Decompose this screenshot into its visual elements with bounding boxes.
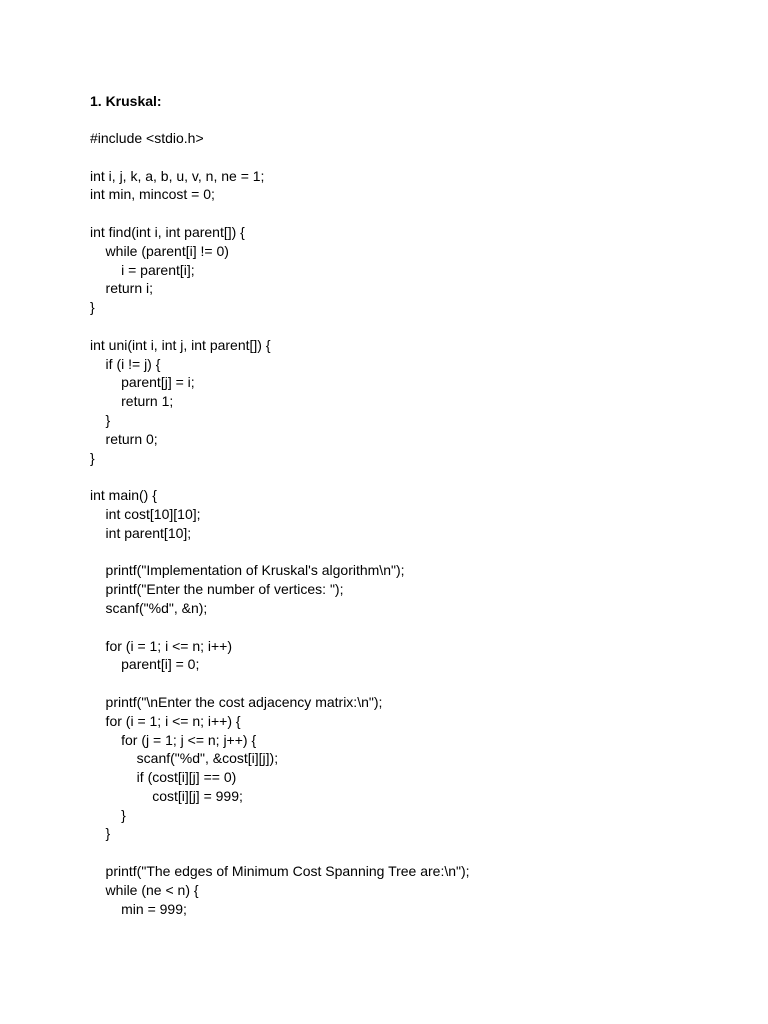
code-line xyxy=(90,618,730,637)
code-line: int cost[10][10]; xyxy=(90,505,201,522)
code-line xyxy=(90,204,730,223)
code-line: return i; xyxy=(90,280,154,297)
code-line: printf("\nEnter the cost adjacency matrix:\n"); xyxy=(90,693,383,710)
code-line: return 0; xyxy=(90,430,158,447)
code-line: while (ne < n) { xyxy=(90,881,199,898)
section-title: 1. Kruskal: xyxy=(90,93,162,109)
code-line: while (parent[i] != 0) xyxy=(90,242,229,259)
code-line: int min, mincost = 0; xyxy=(90,186,215,203)
code-line: scanf("%d", &cost[i][j]); xyxy=(90,750,279,767)
code-line: } xyxy=(90,806,126,823)
code-line: printf("Implementation of Kruskal's algorithm\n"); xyxy=(90,562,405,579)
code-line xyxy=(90,317,730,336)
code-line: } xyxy=(90,825,111,842)
code-line: return 1; xyxy=(90,393,174,410)
code-line: int main() { xyxy=(90,487,157,504)
code-line: i = parent[i]; xyxy=(90,261,195,278)
code-line xyxy=(90,148,730,167)
code-line xyxy=(90,543,730,562)
code-line: min = 999; xyxy=(90,900,187,917)
code-line: if (i != j) { xyxy=(90,355,161,372)
code-line xyxy=(90,674,730,693)
code-line: for (i = 1; i <= n; i++) xyxy=(90,637,233,654)
code-line: #include <stdio.h> xyxy=(90,130,204,146)
code-line: cost[i][j] = 999; xyxy=(90,787,243,804)
code-line xyxy=(90,843,730,862)
code-line: scanf("%d", &n); xyxy=(90,599,208,616)
code-line: if (cost[i][j] == 0) xyxy=(90,769,237,786)
code-line: for (i = 1; i <= n; i++) { xyxy=(90,712,241,729)
code-line: int find(int i, int parent[]) { xyxy=(90,223,245,240)
code-line: for (j = 1; j <= n; j++) { xyxy=(90,731,257,748)
code-line: } xyxy=(90,411,111,428)
code-line: parent[j] = i; xyxy=(90,374,195,391)
code-line: } xyxy=(90,449,95,466)
code-line: printf("Enter the number of vertices: "); xyxy=(90,581,344,598)
code-block xyxy=(90,129,730,918)
code-line: int i, j, k, a, b, u, v, n, ne = 1; xyxy=(90,167,265,184)
code-line xyxy=(90,467,730,486)
code-line: printf("The edges of Minimum Cost Spanning Tree are:\n"); xyxy=(90,863,470,880)
code-line: int parent[10]; xyxy=(90,524,192,541)
code-line: int uni(int i, int j, int parent[]) { xyxy=(90,336,271,353)
code-line: parent[i] = 0; xyxy=(90,656,200,673)
code-line: } xyxy=(90,299,95,316)
